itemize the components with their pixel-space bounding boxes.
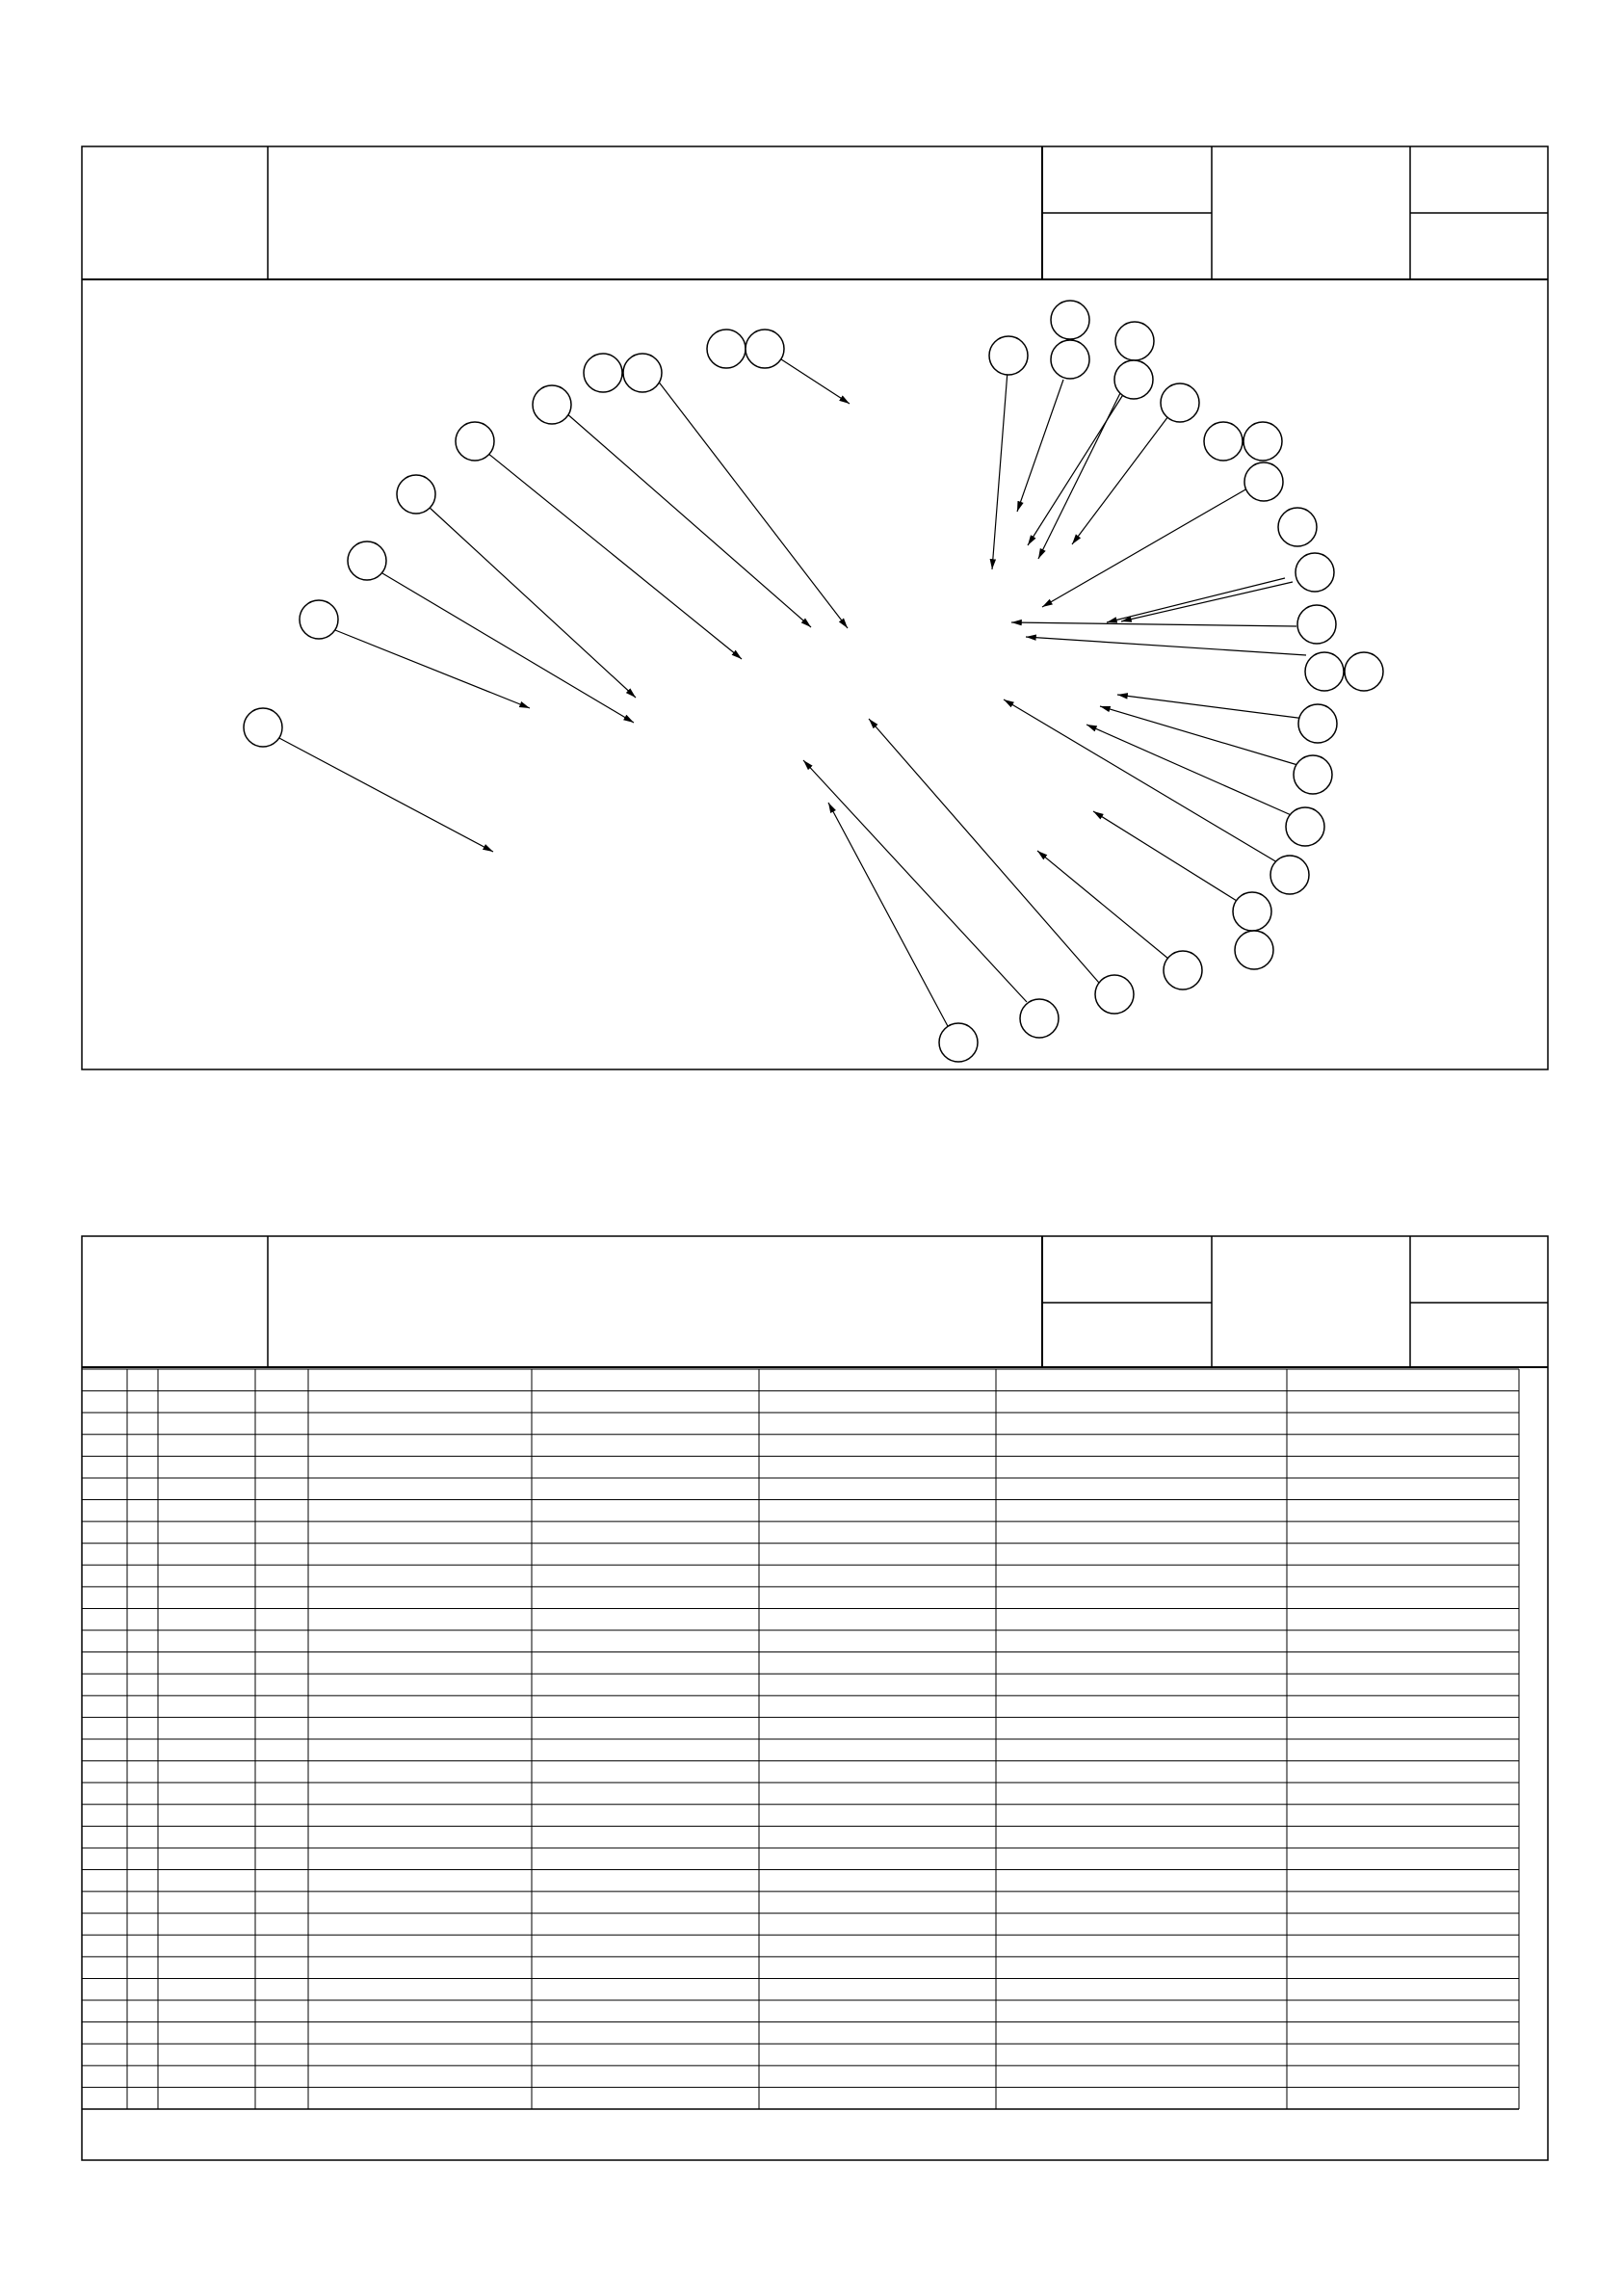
callout-circle [1294,755,1332,794]
callout-circles [244,301,1383,1062]
callout-circle [1235,931,1273,969]
callout-circle [244,708,282,747]
leader-line [778,357,850,404]
leader-line [1004,699,1277,862]
leader-line [382,573,634,723]
callout-circle [1114,360,1153,399]
leader-line [1037,851,1168,959]
callout-circle [1244,462,1283,501]
leader-line [1042,488,1247,607]
leader-line [992,371,1008,569]
callout-circle [1204,422,1243,461]
callout-circle [1115,322,1154,360]
callout-circle [1278,508,1317,546]
callout-circle [1233,892,1271,931]
callout-circle [1298,704,1337,743]
callout-circle [1270,856,1309,894]
callout-circle [623,354,662,392]
callout-circle [1020,999,1059,1038]
callout-circle [1305,652,1344,691]
leader-line [1093,811,1237,901]
leader-line [1107,578,1285,622]
callout-circle [397,475,435,514]
callout-circle [1095,975,1134,1014]
leader-line [1072,416,1168,544]
parts-table-grid [82,1369,1519,2109]
callout-circle [1286,807,1324,846]
leader-line [828,803,949,1028]
callout-circle [746,330,784,368]
callout-circle [939,1023,978,1062]
leader-line [487,453,742,659]
callout-circle [1297,605,1336,644]
callout-circle [1296,553,1334,592]
leader-line [277,737,493,852]
callout-circle [1051,340,1089,379]
callout-circle [300,600,338,639]
leader-line [1017,380,1063,512]
callout-circle [1243,422,1282,461]
callout-circle [456,422,494,461]
leader-line [335,630,530,708]
leader-line [1117,695,1305,719]
leader-line [1011,622,1296,626]
leader-line [565,412,811,627]
callout-circle [1161,383,1199,422]
callout-circle [1051,301,1089,339]
leader-line [654,376,848,628]
callout-circle [707,330,746,368]
leader-line [1086,725,1296,817]
leader-line [1121,582,1293,621]
callout-circle [1164,951,1202,990]
leader-line [429,507,636,698]
leader-line [1026,637,1306,655]
callout-circle [348,541,386,580]
leader-line [1100,706,1304,767]
callout-circle [584,354,622,392]
callout-circle [533,385,571,424]
leader-lines [277,357,1306,1028]
leader-line [1028,393,1124,545]
callout-circle [989,336,1028,375]
callout-circle [1345,652,1383,691]
